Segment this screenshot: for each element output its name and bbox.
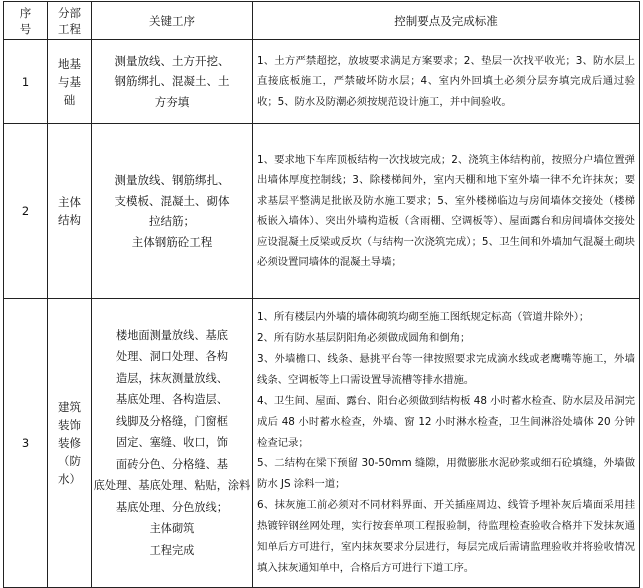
proc-line: 楼地面测量放线、基底 <box>116 328 228 342</box>
ctrl-item: 1、所有楼层内外墙的墙体砌筑均砌至施工图纸规定标高（管道井除外）； <box>257 311 590 324</box>
ctrl-item: 4、卫生间、屋面、露台、阳台必须做到结构板 48 小时蓄水检查、防水层及吊洞完成后 48 小时蓄水检查，外墙、窗 12 小时淋水检查，卫生间淋浴处墙体 20 分钟检查记录； <box>257 394 635 449</box>
part-line: 结构 <box>58 213 81 227</box>
row-proc <box>92 299 253 588</box>
row-part <box>48 299 92 588</box>
table-row <box>4 299 640 588</box>
proc-line: 钢筋绑扎、混凝土、土 <box>114 74 230 89</box>
row-ctrl: 1、要求地下车库顶板结构一次找坡完成；2、浇筑主体结构前，按照分户墙位置弹出墙体厚度控制线；3、除楼梯间外，室内天棚和地下室外墙一律不允许抹灰；要求基层平整满足批嵌及防水施工要求；5、室外楼梯临边与房间墙体交接处（楼梯板嵌入墙体）、突出外墙构造板（含雨棚、空调板等）、屋面露台和房间墙体交接处应设混凝土反梁或反坎（与结构一次浇筑完成）；5、卫生间和外墙加气混凝土砌块必须设置同墙体的混凝土导墙； <box>253 124 640 299</box>
proc-line: 基底处理、各构造层、 <box>116 393 228 407</box>
table-row <box>4 40 640 124</box>
row-seq: 1 <box>4 40 48 124</box>
row-part <box>48 40 92 124</box>
row-seq: 2 <box>4 124 48 299</box>
proc-line: 造层，抹灰测量放线、 <box>116 371 228 385</box>
proc-line: 主体钢筋砼工程 <box>131 234 213 249</box>
table-row <box>4 124 640 299</box>
construction-control-table <box>3 1 640 588</box>
part-line: （防 <box>58 454 81 468</box>
proc-line: 处理、洞口处理、各构 <box>116 350 228 364</box>
header-seq: 序 号 <box>4 2 48 40</box>
part-line: 地基 <box>58 56 81 71</box>
proc-line: 面砖分色、分格缝、基 <box>116 457 228 471</box>
ctrl-item: 6、抹灰施工前必须对不同材料界面、开关插座周边、线管予埋补灰后墙面采用挂热镀锌钢丝网处理，实行按套单项工程报验制，待监理检查验收合格并下发抹灰通知单后方可进行，室内抹灰要求分层进行，每层完成后需请监理验收并将验收情况填入抹灰通知单中，合格后方可进行下道工序。 <box>257 499 635 574</box>
part-line: 主体 <box>58 195 81 209</box>
part-line: 水） <box>58 472 81 486</box>
part-line: 建筑 <box>58 400 81 414</box>
proc-line: 测量放线、土方开挖、 <box>114 53 230 68</box>
proc-line: 拉结筋； <box>149 214 195 228</box>
proc-line: 支模板、混凝土、砌体 <box>114 193 230 208</box>
row-proc <box>92 124 253 299</box>
proc-line: 方夯填 <box>154 94 190 109</box>
part-line: 装修 <box>58 436 81 450</box>
part-line: 础 <box>63 92 76 107</box>
header-proc: 关键工序 <box>92 2 253 40</box>
part-line: 与基 <box>58 74 81 89</box>
proc-line: 主体砌筑 <box>149 522 195 536</box>
row-proc <box>92 40 253 124</box>
ctrl-item: 3、外墙檐口、线条、悬挑平台等一律按照要求完成滴水线或老鹰嘴等施工，外墙线条、空调板等上口需设置导流槽等排水措施。 <box>257 352 635 386</box>
table-header-row <box>4 2 640 40</box>
proc-line: 工程完成 <box>149 543 195 557</box>
part-line: 装饰 <box>58 418 81 432</box>
proc-line: 测量放线、钢筋绑扎、 <box>114 173 230 187</box>
row-ctrl: 1、土方严禁超挖，放坡要求满足方案要求；2、垫层一次找平收光；3、防水层上直接底板施工，严禁破坏防水层；4、室内外回填土必须分层夯填完成后通过验收；5、防水及防潮必须按规范设计施工，并中间验收。 <box>253 40 640 124</box>
row-ctrl <box>253 299 640 588</box>
proc-line: 线脚及分格缝，门窗框 <box>116 414 228 428</box>
header-part: 分部 工程 <box>48 2 92 40</box>
ctrl-item: 2、所有防水基层阴阳角必须做成圆角和倒角； <box>257 332 471 345</box>
header-ctrl: 控制要点及完成标准 <box>253 2 640 40</box>
row-seq: 3 <box>4 299 48 588</box>
proc-line: 基底处理、分色放线； <box>116 500 228 514</box>
row-part <box>48 124 92 299</box>
proc-line: 固定、塞缝、收口，饰 <box>116 436 228 450</box>
ctrl-item: 5、二结构在梁下预留 30-50mm 缝隙，用微膨胀水泥砂浆或细石砼填缝，外墙做防水 JS 涂料一道； <box>257 457 635 491</box>
proc-line: 底处理、基底处理、粘贴，涂料 <box>93 479 251 493</box>
